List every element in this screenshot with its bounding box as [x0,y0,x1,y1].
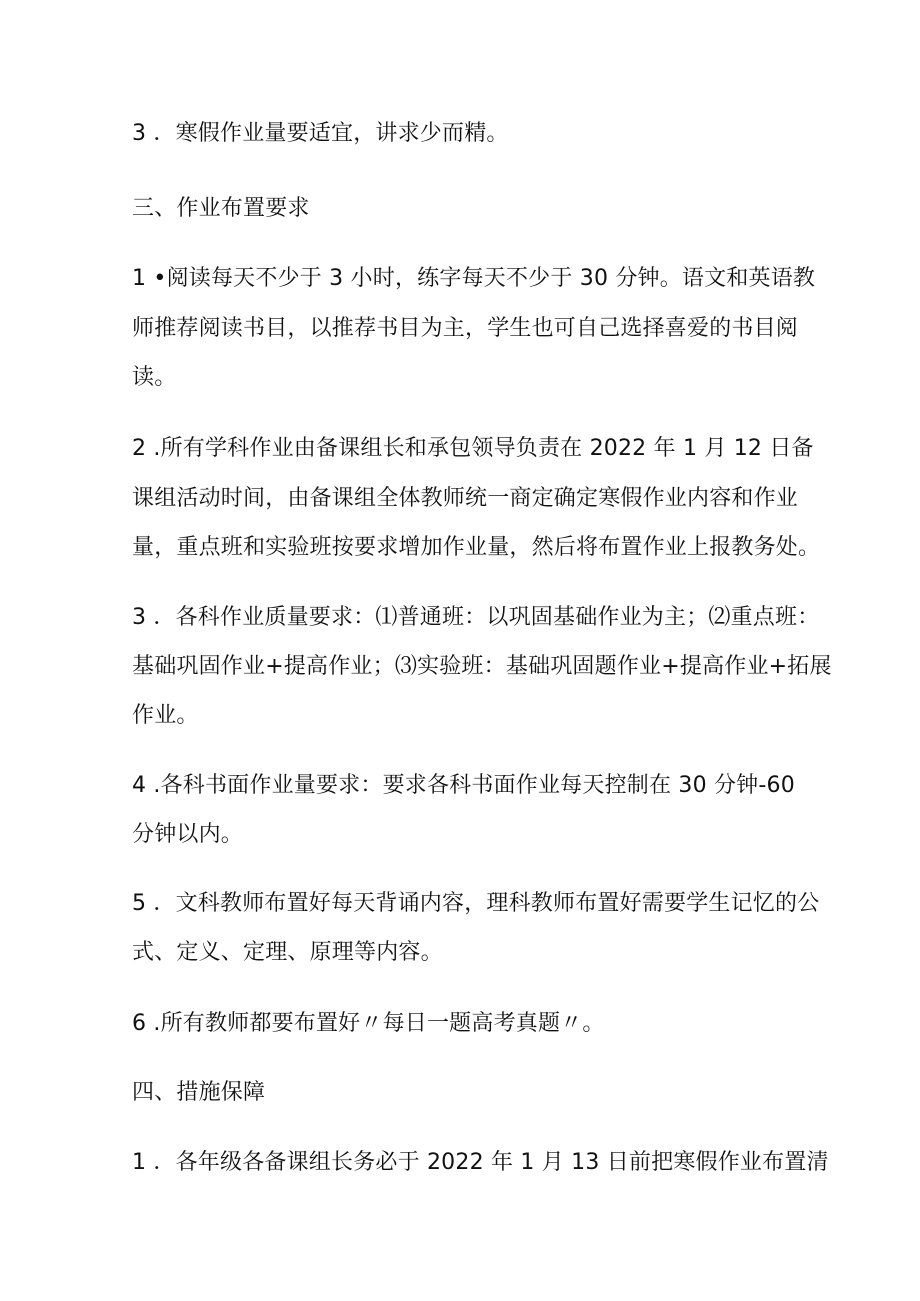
paragraph-line: 式、定义、定理、原理等内容。 [132,940,443,965]
paragraph-line: 5 ．文科教师布置好每天背诵内容，理科教师布置好需要学生记忆的公 [132,891,820,916]
section-heading: 三、作业布置要求 [132,196,310,221]
paragraph-line: 3 ．各科作业质量要求：⑴普通班：以巩固基础作业为主；⑵重点班： [132,605,820,630]
paragraph-line: 课组活动时间，由备课组全体教师统一商定确定寒假作业内容和作业 [132,486,799,511]
paragraph-line: 2 .所有学科作业由备课组长和承包领导负责在 2022 年 1 月 12 日备 [132,436,814,461]
paragraph-line: 基础巩固作业+提高作业；⑶实验班：基础巩固题作业+提高作业+拓展 [132,654,832,679]
paragraph-line: 1 •阅读每天不少于 3 小时，练字每天不少于 30 分钟。语文和英语教 [132,266,816,291]
paragraph-line: 作业。 [132,703,199,728]
paragraph-line: 6 .所有教师都要布置好〃每日一题高考真题〃。 [132,1011,605,1036]
paragraph-line: 3 ．寒假作业量要适宜，讲求少而精。 [132,121,509,146]
paragraph-line: 量，重点班和实验班按要求增加作业量，然后将布置作业上报教务处。 [132,535,821,560]
paragraph-line: 4 .各科书面作业量要求：要求各科书面作业每天控制在 30 分钟-60 [132,773,795,798]
paragraph-line: 读。 [132,365,177,390]
paragraph-line: 分钟以内。 [132,822,244,847]
paragraph-line: 师推荐阅读书目，以推荐书目为主，学生也可自己选择喜爱的书目阅 [132,316,799,341]
section-heading: 四、措施保障 [132,1080,266,1105]
paragraph-line: 1 ．各年级各备课组长务必于 2022 年 1 月 13 日前把寒假作业布置清 [132,1150,829,1175]
